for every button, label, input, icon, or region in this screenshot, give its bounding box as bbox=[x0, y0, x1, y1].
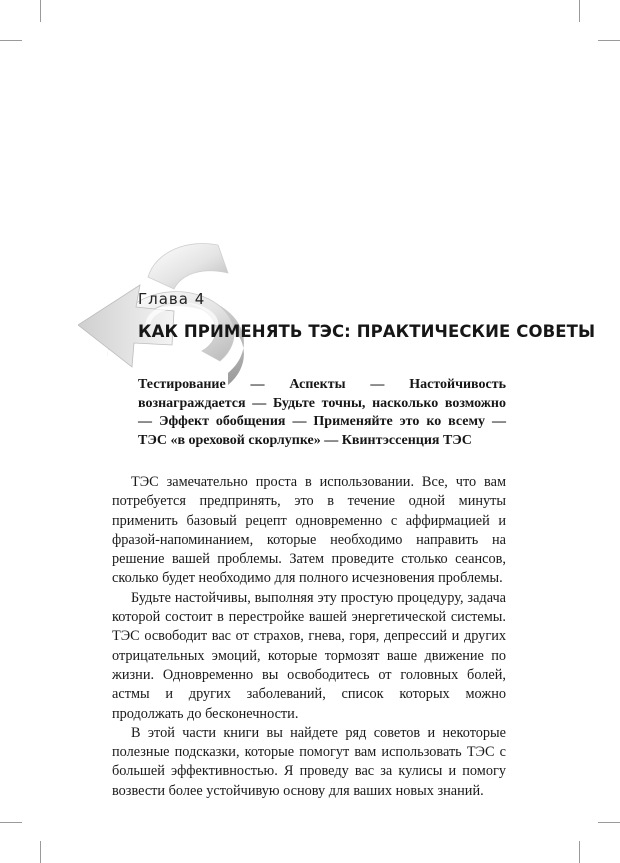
crop-mark-bottom-right bbox=[579, 841, 580, 863]
crop-mark-bottom-left-h bbox=[0, 822, 22, 823]
crop-mark-top-right-h bbox=[598, 40, 620, 41]
paragraph-3: В этой части книги вы найдете ряд советов и некоторые полезные подсказки, которые помогут вам использовать ТЭС с большей эффективностью. Я проведу вас за кулисы и помогу возвести более устойчивую основу для ваших новых знаний. bbox=[112, 724, 506, 799]
chapter-topics: Тестирование — Аспекты — Настойчивость вознаграждается — Будьте точны, насколько возможно — Эффект обобщения — Применяйте это ко всему — ТЭС «в ореховой скорлупке» — Квинтэссенция ТЭС bbox=[138, 377, 506, 448]
crop-mark-top-left-h bbox=[0, 40, 22, 41]
crop-mark-bottom-left bbox=[40, 841, 41, 863]
crop-mark-bottom-right-h bbox=[598, 822, 620, 823]
crop-mark-top-left bbox=[40, 0, 41, 22]
crop-mark-top-right bbox=[579, 0, 580, 22]
paragraph-2: Будьте настойчивы, выполняя эту простую процедуру, задача которой состоит в перестройке вашей энергетической системы. ТЭС освободит вас от страхов, гнева, горя, депрессий и других отрицательных эмоций, которые тормозят ваше движение по жизни. Одновременно вы освободитесь от головных болей, астмы и других заболеваний, список которых можно продолжать до бесконечности. bbox=[112, 589, 506, 722]
chapter-number: Глава 4 bbox=[138, 290, 206, 308]
paragraph-1: ТЭС замечательно проста в использовании. Все, что вам потребуется предпринять, это в течение одной минуты применить базовый рецепт одновременно с аффирмацией и фразой-напоминанием, которые необходимо направить на решение вашей проблемы. Затем проведите столько сеансов, сколько будет необходимо для полного исчезновения проблемы. bbox=[112, 474, 506, 587]
chapter-title: КАК ПРИМЕНЯТЬ ТЭС: ПРАКТИЧЕСКИЕ СОВЕТЫ bbox=[138, 322, 596, 341]
body-text bbox=[112, 473, 506, 801]
